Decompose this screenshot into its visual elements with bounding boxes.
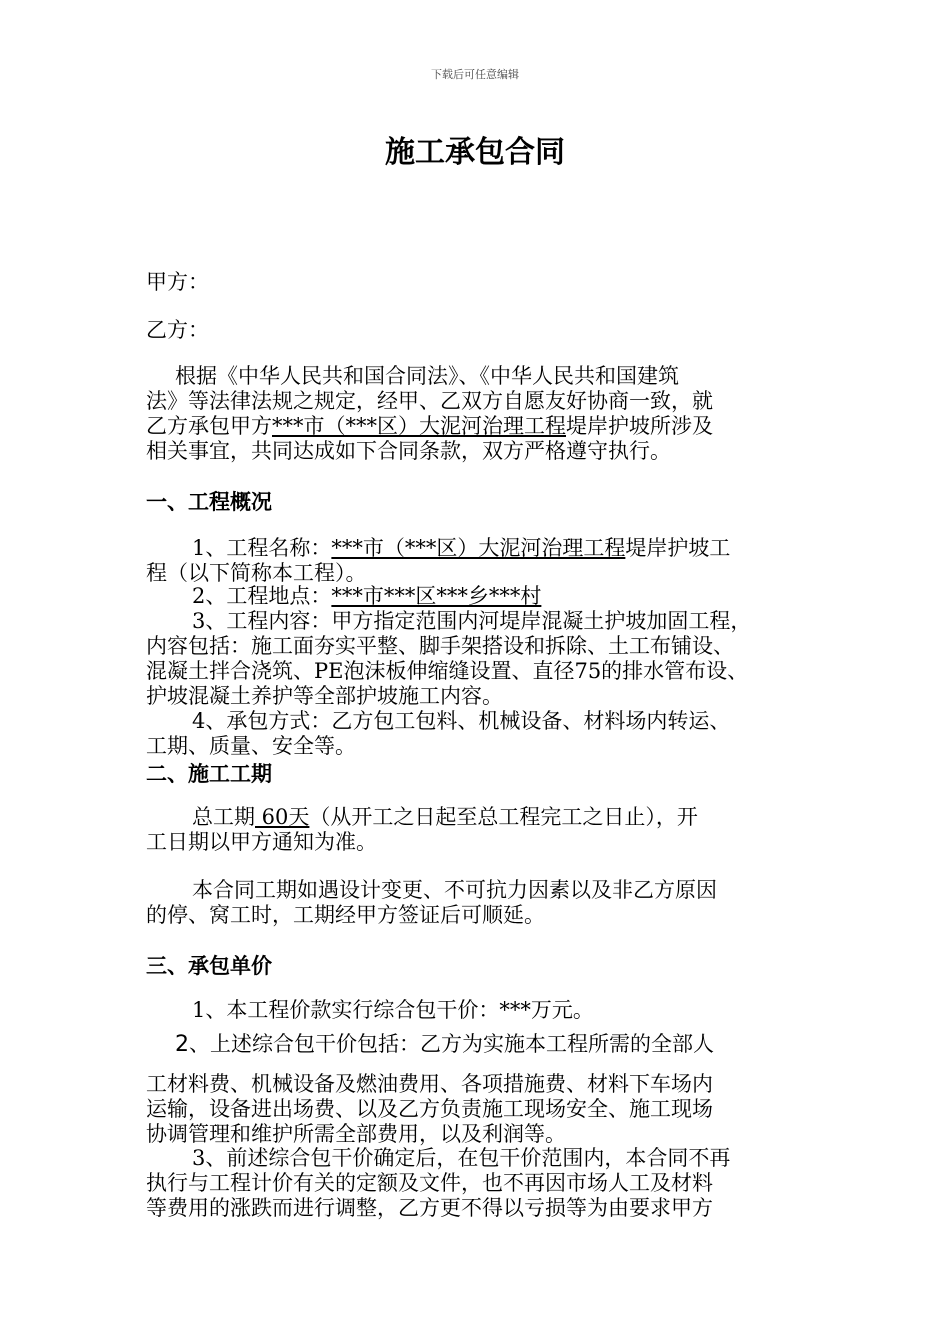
item-text: 、上述综合包干价包括：乙方为实施本工程所需的全部人 [189, 1032, 714, 1056]
item-text: （从开工之日起至总工程完工之日止），开 [309, 805, 698, 829]
list-item [175, 1032, 714, 1057]
list-item-cont: 协调管理和维护所需全部费用，以及利润等。 [146, 1122, 566, 1146]
list-item: 4、承包方式：乙方包工包料、机械设备、材料场内转运、 [192, 709, 731, 733]
intro-text: 堤岸护坡所涉及 [566, 414, 713, 438]
header-note: 下载后可任意编辑 [431, 68, 519, 81]
item-text: 2、工程地点： [192, 584, 332, 608]
list-item-cont: 等费用的涨跌而进行调整，乙方更不得以亏损等为由要求甲方 [146, 1196, 713, 1220]
paragraph-line: 工日期以甲方通知为准。 [146, 830, 377, 854]
intro-line [146, 414, 713, 439]
duration-value: 60天 [255, 805, 310, 829]
item-text: 1、工程名称： [192, 536, 332, 560]
list-item [192, 584, 541, 609]
section-heading-2: 二、施工工期 [146, 761, 272, 786]
intro-line: 根据《中华人民共和国合同法》、《中华人民共和国建筑 [175, 364, 679, 388]
list-item-cont: 内容包括：施工面夯实平整、脚手架搭设和拆除、土工布铺设、 [146, 634, 734, 658]
party-a-label: 甲方： [146, 270, 209, 294]
intro-line: 法》等法律法规之规定，经甲、乙双方自愿友好协商一致，就 [146, 389, 713, 413]
list-item: 3、前述综合包干价确定后，在包干价范围内，本合同不再 [192, 1146, 731, 1170]
section-heading-3: 三、承包单价 [146, 953, 272, 978]
intro-text: 乙方承包甲方 [146, 414, 272, 438]
project-name: ***市（***区）大泥河治理工程 [331, 536, 626, 560]
list-item-cont: 程（以下简称本工程）。 [146, 561, 367, 585]
section-heading-1: 一、工程概况 [146, 489, 272, 514]
item-text: 堤岸护坡工 [625, 536, 731, 560]
list-item-cont: 工期、质量、安全等。 [146, 734, 356, 758]
list-item-cont: 护坡混凝土养护等全部护坡施工内容。 [146, 684, 503, 708]
document-title: 施工承包合同 [385, 135, 565, 170]
paragraph-line: 的停、窝工时，工期经甲方签证后可顺延。 [146, 903, 545, 927]
paragraph-line: 本合同工期如遇设计变更、不可抗力因素以及非乙方原因 [192, 878, 717, 902]
list-item-cont: 工材料费、机械设备及燃油费用、各项措施费、材料下车场内 [146, 1072, 713, 1096]
list-item-cont: 执行与工程计价有关的定额及文件，也不再因市场人工及材料 [146, 1171, 713, 1195]
project-name: ***市（***区）大泥河治理工程 [272, 414, 566, 438]
party-b-label: 乙方： [146, 318, 209, 342]
list-item-cont: 运输，设备进出场费、以及乙方负责施工现场安全、施工现场 [146, 1097, 713, 1121]
paragraph-line [192, 805, 698, 830]
project-location: ***市***区***乡***村 [331, 584, 542, 608]
intro-line: 相关事宜，共同达成如下合同条款，双方严格遵守执行。 [146, 439, 671, 463]
list-item: 3、工程内容：甲方指定范围内河堤岸混凝土护坡加固工程， [192, 609, 752, 633]
item-number: 2 [175, 1032, 189, 1057]
list-item-cont: 混凝土拌合浇筑、PE泡沫板伸缩缝设置、直径75的排水管布设、 [146, 659, 749, 683]
list-item: 1、本工程价款实行综合包干价：***万元。 [192, 998, 594, 1022]
list-item [192, 536, 730, 561]
item-text: 总工期 [192, 805, 255, 829]
